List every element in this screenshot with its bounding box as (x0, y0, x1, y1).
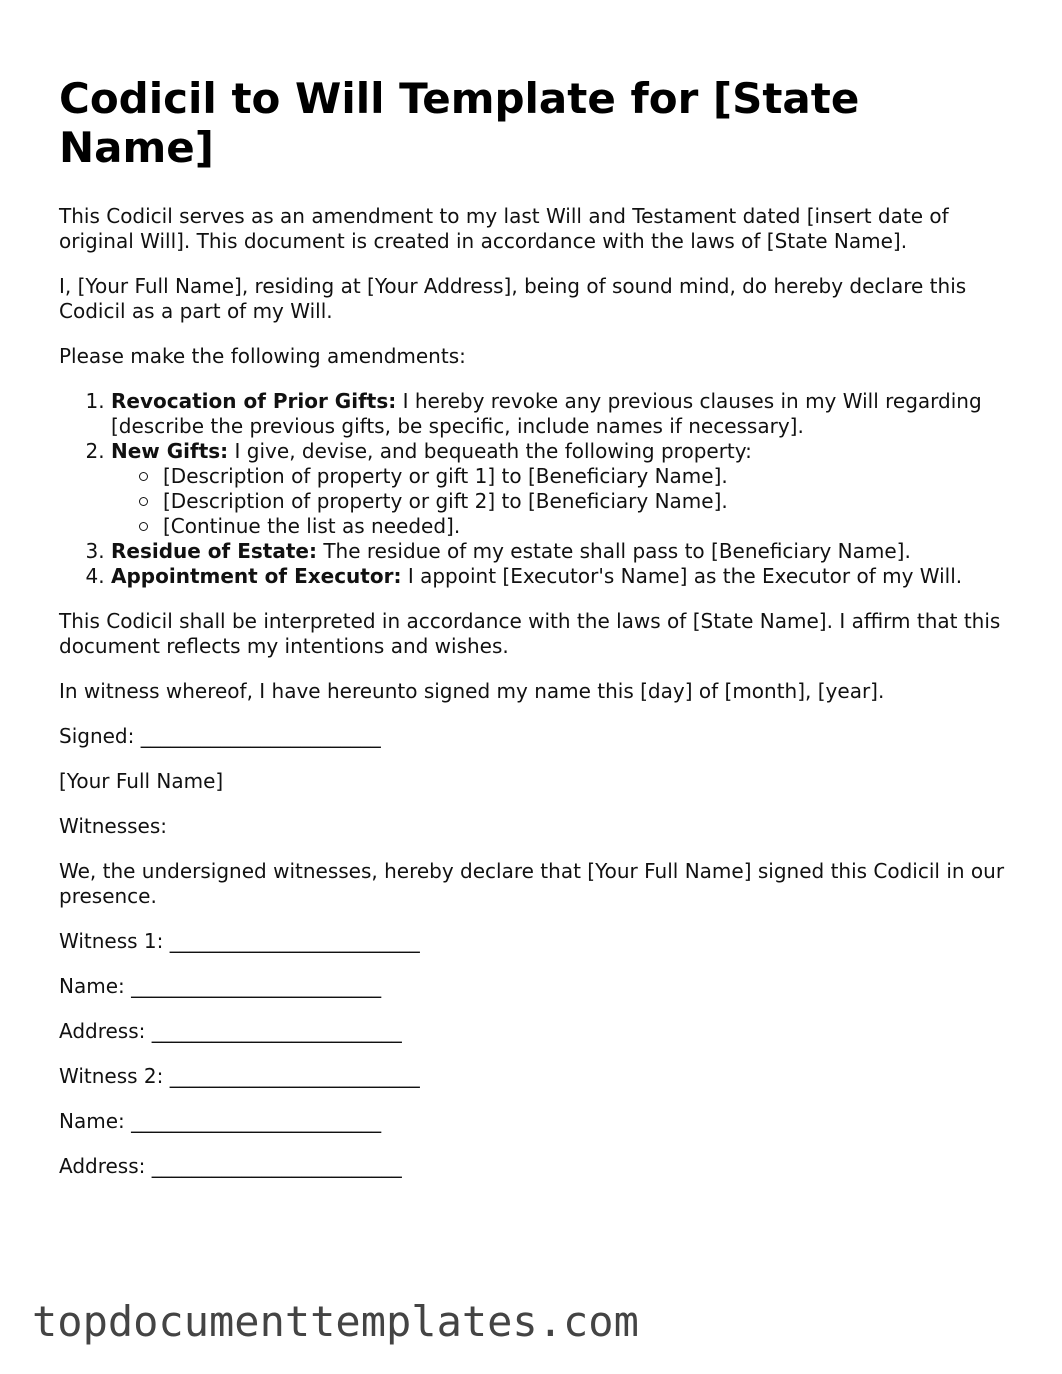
witness-1-address-line: Address: _________________________ (59, 1019, 402, 1043)
amendment-item (111, 439, 1009, 539)
document-title: Codicil to Will Template for [State Name] (59, 74, 860, 172)
witness-whereof-paragraph: In witness whereof, I have hereunto signed my name this [day] of [month], [year]. (59, 679, 885, 703)
witness-2-address-line: Address: _________________________ (59, 1154, 402, 1178)
new-gifts-list (111, 464, 1009, 539)
amendment-heading: Appointment of Executor: (111, 564, 402, 588)
amendment-heading: Revocation of Prior Gifts: (111, 389, 397, 413)
witness-2-line: Witness 2: _________________________ (59, 1064, 420, 1088)
interpretation-paragraph: This Codicil shall be interpreted in accordance with the laws of [State Name]. I affirm that this document reflects my intentions and wishes. (59, 609, 1001, 658)
amendment-item (111, 389, 1009, 439)
amendment-heading: New Gifts: (111, 439, 229, 463)
hollow-circle-bullet-icon (139, 472, 148, 481)
witnesses-label: Witnesses: (59, 814, 168, 838)
witness-1-name-line: Name: _________________________ (59, 974, 382, 998)
site-watermark: topdocumenttemplates.com (32, 1297, 639, 1346)
hollow-circle-bullet-icon (139, 497, 148, 506)
amendment-item (111, 539, 1009, 564)
amendment-text: I appoint [Executor's Name] as the Executor of my Will. (401, 564, 963, 588)
full-name-line: [Your Full Name] (59, 769, 224, 793)
document-page (59, 74, 1009, 1199)
gift-item: [Description of property or gift 2] to [Beneficiary Name]. (139, 489, 1009, 514)
amendment-text: I hereby revoke any previous clauses in my Will regarding [describe the previous gifts, be specific, include names if necessary]. (111, 389, 982, 438)
amendments-lead: Please make the following amendments: (59, 344, 466, 368)
declaration-paragraph: I, [Your Full Name], residing at [Your Address], being of sound mind, do hereby declare this Codicil as a part of my Will. (59, 274, 967, 323)
amendment-item (111, 564, 1009, 589)
intro-paragraph: This Codicil serves as an amendment to my last Will and Testament dated [insert date of original Will]. This document is created in accordance with the laws of [State Name]. (59, 204, 949, 253)
amendments-list (59, 389, 1009, 589)
amendment-text: I give, devise, and bequeath the following property: (228, 439, 752, 463)
witness-declaration: We, the undersigned witnesses, hereby declare that [Your Full Name] signed this Codicil in our presence. (59, 859, 1005, 908)
hollow-circle-bullet-icon (139, 522, 148, 531)
amendment-text: The residue of my estate shall pass to [Beneficiary Name]. (316, 539, 911, 563)
amendment-heading: Residue of Estate: (111, 539, 317, 563)
gift-item: [Description of property or gift 1] to [Beneficiary Name]. (139, 464, 1009, 489)
witness-1-line: Witness 1: _________________________ (59, 929, 420, 953)
gift-item: [Continue the list as needed]. (139, 514, 1009, 539)
witness-2-name-line: Name: _________________________ (59, 1109, 382, 1133)
signed-line: Signed: ________________________ (59, 724, 381, 748)
